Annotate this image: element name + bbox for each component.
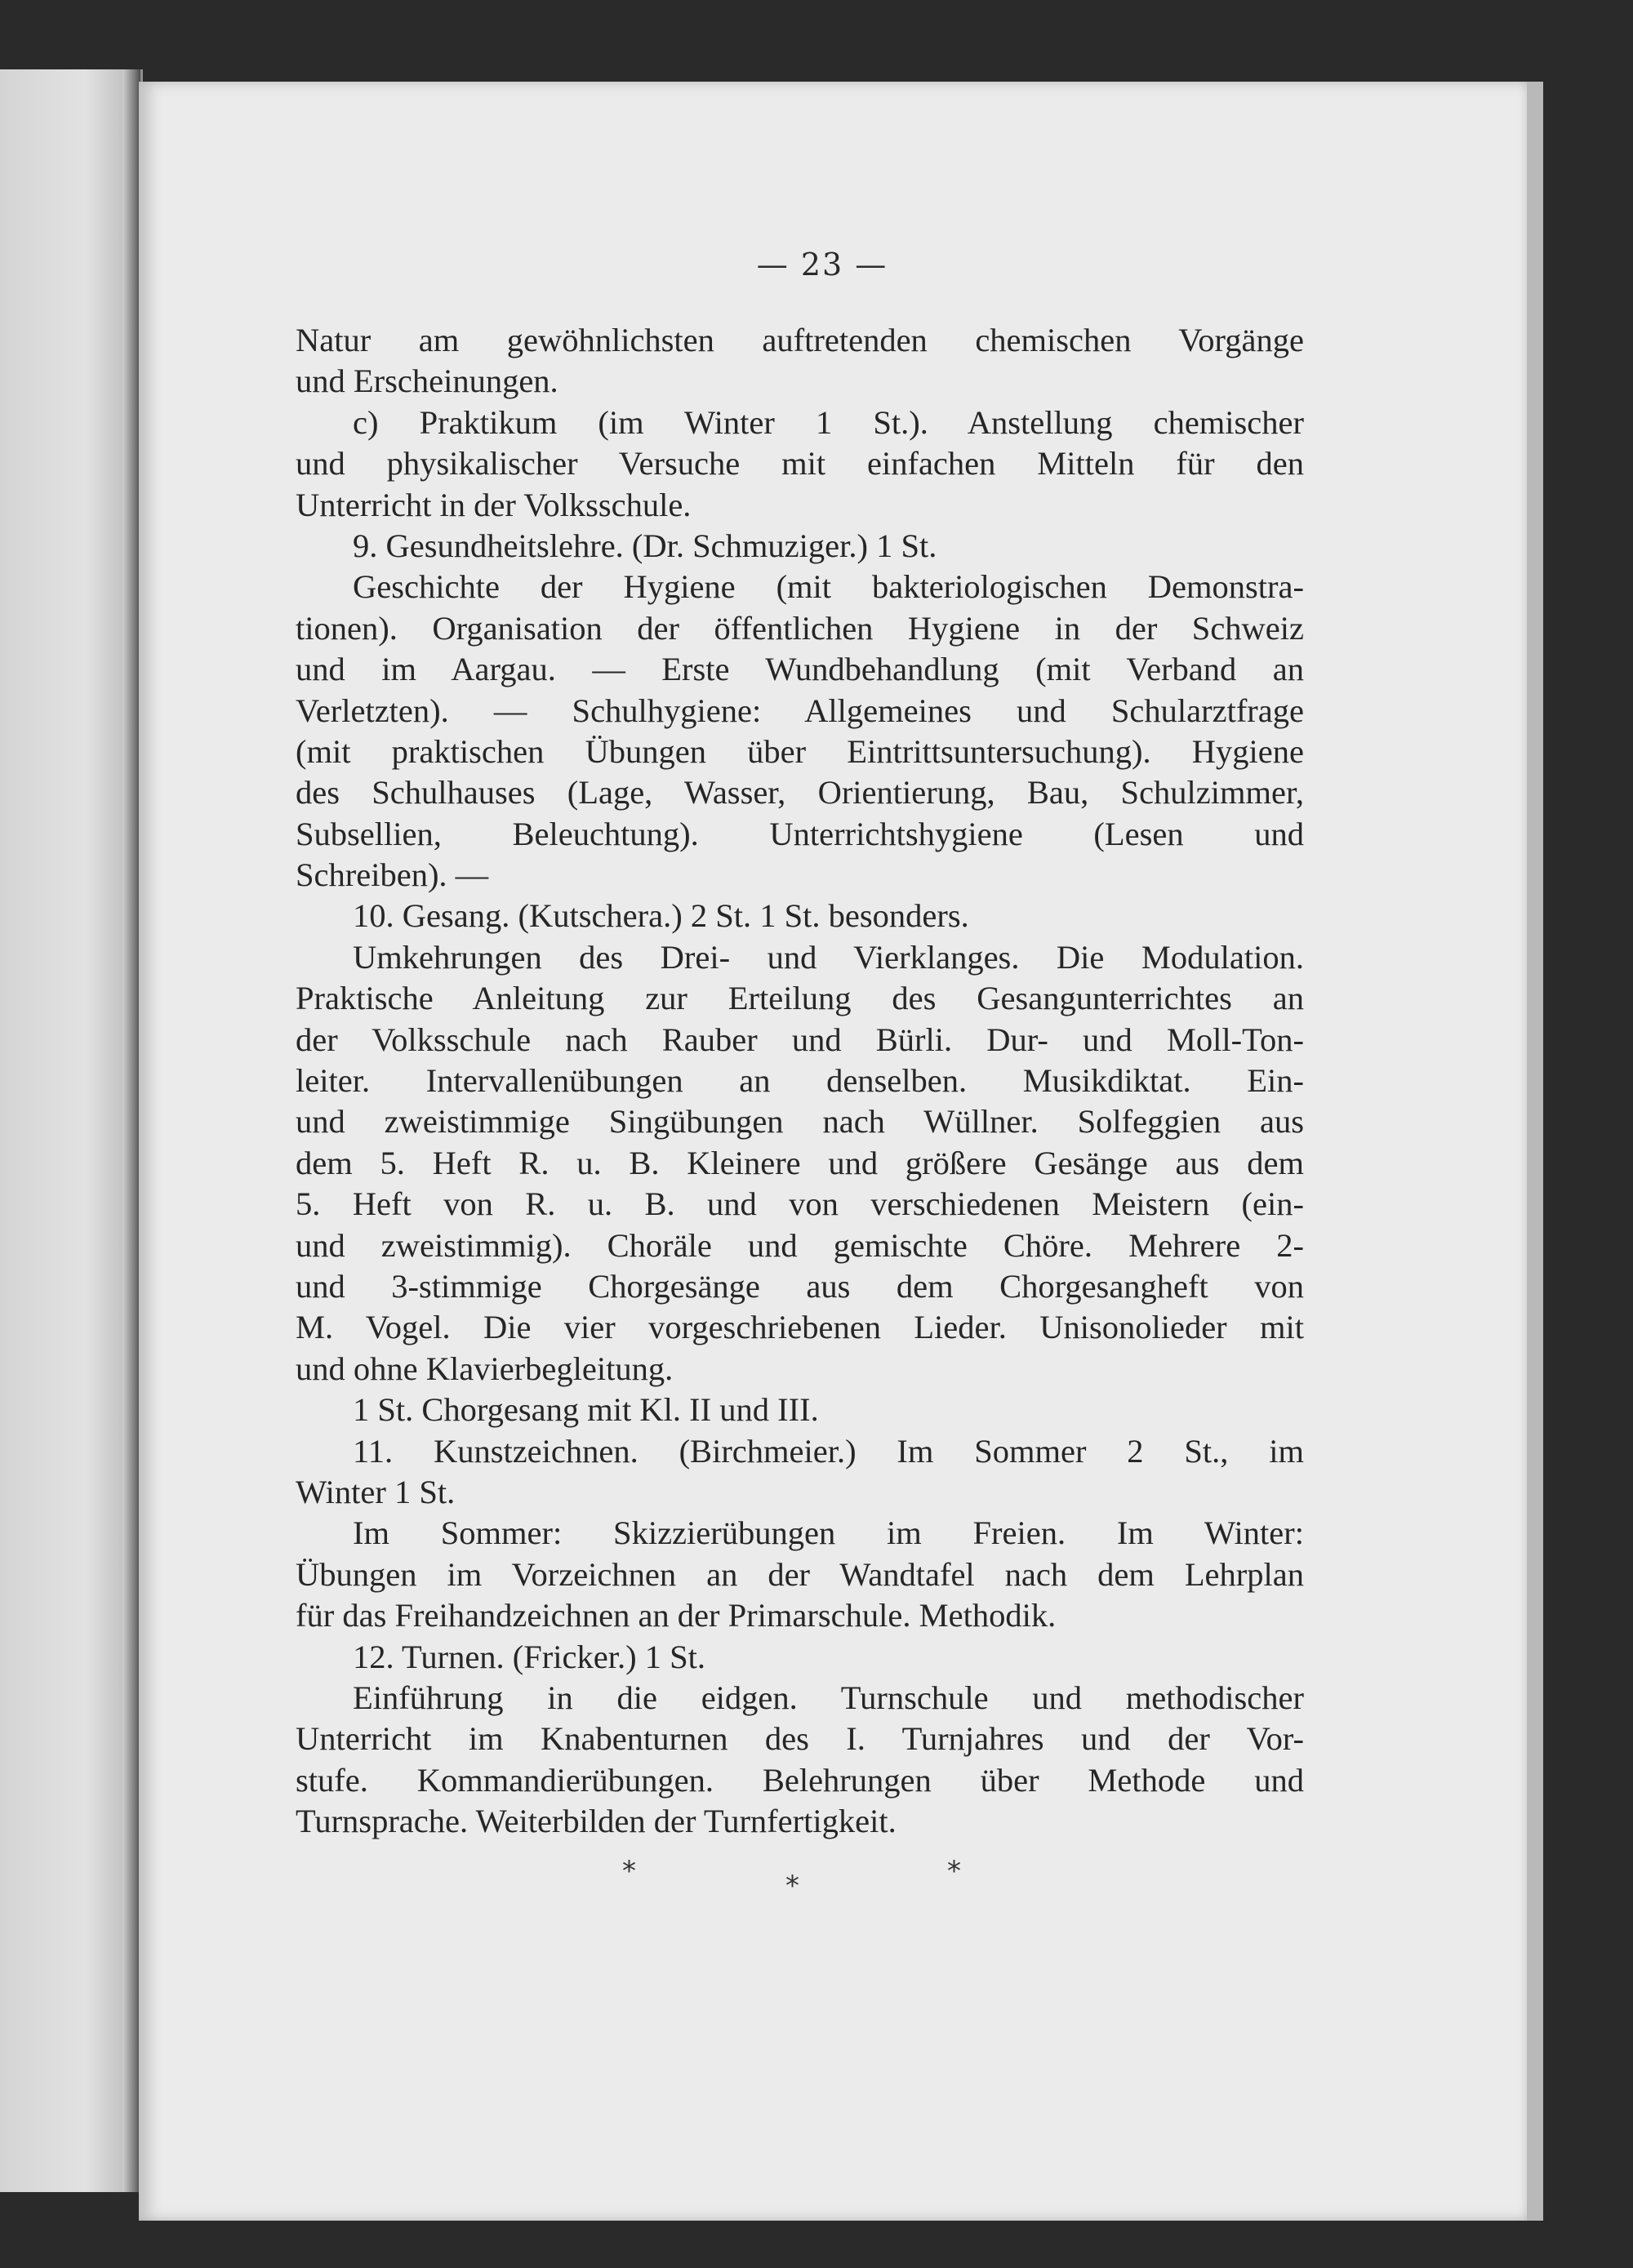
text-line: Unterricht im Knabenturnen des I. Turnjahres und der Vor-	[296, 1720, 1304, 1758]
text-line: M. Vogel. Die vier vorgeschriebenen Lieder. Unisonolieder mit	[296, 1309, 1304, 1346]
text-line: 5. Heft von R. u. B. und von verschiedenen Meistern (ein-	[296, 1185, 1304, 1223]
page-number: — 23 —	[756, 247, 888, 282]
text-line: der Volksschule nach Rauber und Bürli. Dur- und Moll-Ton-	[296, 1021, 1304, 1058]
text-line: Natur am gewöhnlichsten auftretenden chemischen Vorgänge	[296, 322, 1304, 358]
text-line: und im Aargau. — Erste Wundbehandlung (mit Verband an	[296, 651, 1304, 688]
text-line: Verletzten). — Schulhygiene: Allgemeines und Schularztfrage	[296, 692, 1304, 729]
text-line: leiter. Intervallenübungen an denselben. Musikdiktat. Ein-	[296, 1062, 1304, 1100]
text-line: Praktische Anleitung zur Erteilung des Gesangunterrichtes an	[296, 980, 1304, 1017]
text-line: Umkehrungen des Drei- und Vierklanges. Die Modulation.	[353, 938, 1304, 976]
text-line: Winter 1 St.	[296, 1473, 456, 1510]
text-line: und physikalischer Versuche mit einfachen Mitteln für den	[296, 445, 1304, 483]
book-gutter	[122, 69, 140, 2192]
text-line: dem 5. Heft R. u. B. Kleinere und größere Gesänge aus dem	[296, 1144, 1304, 1181]
separator-asterisk: *	[622, 1855, 636, 1888]
separator-asterisk: *	[785, 1870, 799, 1902]
text-line: c) Praktikum (im Winter 1 St.). Anstellung chemischer	[353, 403, 1304, 441]
text-line: und ohne Klavierbegleitung.	[296, 1350, 674, 1387]
text-line: 9. Gesundheitslehre. (Dr. Schmuziger.) 1 St.	[353, 527, 937, 564]
text-line: Einführung in die eidgen. Turnschule und methodischer	[353, 1679, 1304, 1716]
text-line: 11. Kunstzeichnen. (Birchmeier.) Im Sommer 2 St., im	[353, 1432, 1304, 1470]
text-line: und Erscheinungen.	[296, 362, 558, 400]
page-edge	[1527, 82, 1543, 2221]
text-line: Turnsprache. Weiterbilden der Turnfertigkeit.	[296, 1803, 897, 1840]
text-line: Subsellien, Beleuchtung). Unterrichtshygiene (Lesen und	[296, 815, 1304, 852]
separator-asterisk: *	[947, 1855, 961, 1888]
text-line: tionen). Organisation der öffentlichen Hygiene in der Schweiz	[296, 609, 1304, 647]
body-text	[296, 320, 1304, 1842]
text-line: für das Freihandzeichnen an der Primarschule. Methodik.	[296, 1597, 1057, 1634]
text-line: 1 St. Chorgesang mit Kl. II und III.	[353, 1391, 819, 1429]
text-line: Unterricht in der Volksschule.	[296, 486, 692, 523]
text-line: des Schulhauses (Lage, Wasser, Orientierung, Bau, Schulzimmer,	[296, 774, 1304, 812]
text-line: Im Sommer: Skizzierübungen im Freien. Im Winter:	[353, 1514, 1304, 1552]
text-line: und zweistimmig). Choräle und gemischte Chöre. Mehrere 2-	[296, 1226, 1304, 1264]
text-line: 10. Gesang. (Kutschera.) 2 St. 1 St. besonders.	[353, 897, 969, 935]
text-line: (mit praktischen Übungen über Eintrittsuntersuchung). Hygiene	[296, 732, 1304, 770]
text-line: und 3-stimmige Chorgesänge aus dem Chorgesangheft von	[296, 1267, 1304, 1305]
left-facing-page	[0, 69, 143, 2192]
text-line: Schreiben). —	[296, 856, 489, 894]
text-line: und zweistimmige Singübungen nach Wüllner. Solfeggien aus	[296, 1103, 1304, 1141]
text-line: stufe. Kommandierübungen. Belehrungen über Methode und	[296, 1761, 1304, 1799]
text-line: Geschichte der Hygiene (mit bakteriologischen Demonstra-	[353, 568, 1304, 606]
text-line: 12. Turnen. (Fricker.) 1 St.	[353, 1638, 706, 1675]
text-line: Übungen im Vorzeichnen an der Wandtafel nach dem Lehrplan	[296, 1555, 1304, 1593]
